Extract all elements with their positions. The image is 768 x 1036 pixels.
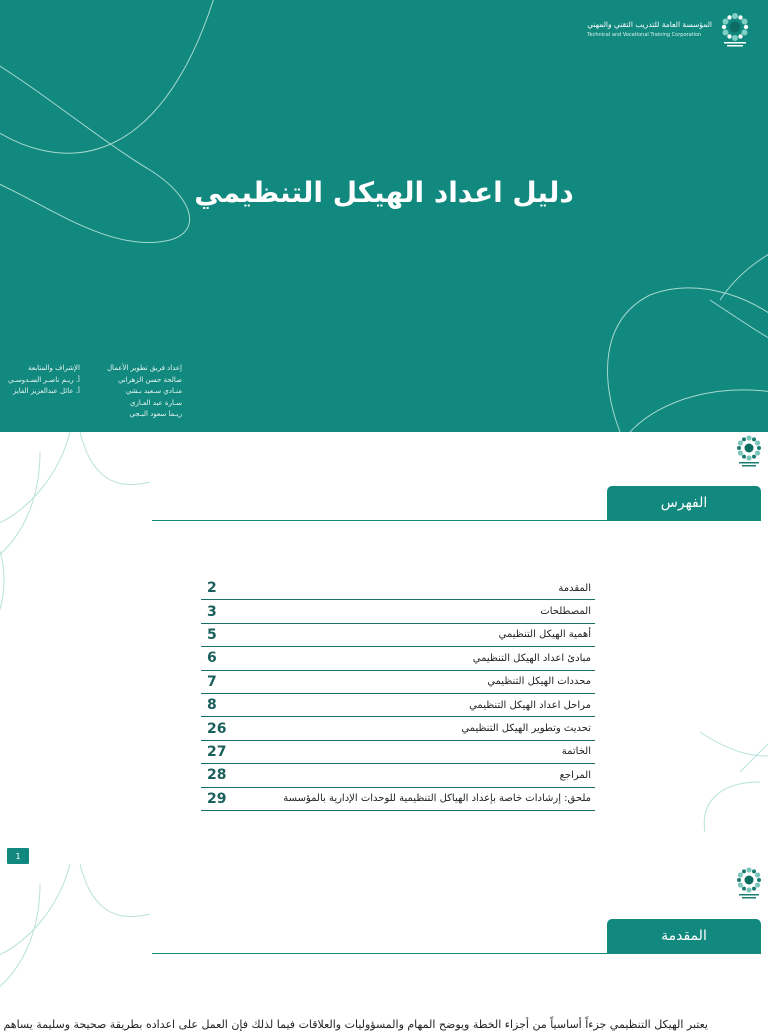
cover-page (0, 0, 768, 432)
prepared-by-name: صالحة حسن الزهراني (117, 375, 182, 384)
supervision-heading: الإشراف والمتابعة (28, 364, 80, 372)
toc-entry-title[interactable]: ملحق: إرشادات خاصة بإعداد الهياكل التنظيمية للوحدات الإدارية بالمؤسسة (257, 787, 595, 810)
toc-row[interactable] (201, 670, 595, 693)
toc-entry-title[interactable]: أهمية الهيكل التنظيمي (257, 623, 595, 646)
toc-row[interactable] (201, 647, 595, 670)
toc-entry-title[interactable]: مراحل اعداد الهيكل التنظيمي (257, 693, 595, 716)
toc-entry-title[interactable]: محددات الهيكل التنظيمي (257, 670, 595, 693)
toc-row[interactable] (201, 717, 595, 740)
section-heading-toc: الفهرس (607, 486, 761, 520)
toc-entry-page[interactable]: 2 (201, 577, 257, 600)
toc-page (0, 432, 768, 864)
toc-row[interactable] (201, 623, 595, 646)
toc-row[interactable] (201, 577, 595, 600)
prepared-by-heading: إعداد فريق تطوير الأعمال (106, 364, 182, 372)
toc-entry-title[interactable]: الخاتمة (257, 740, 595, 763)
toc-entry-page[interactable]: 6 (201, 647, 257, 670)
tvtc-logo-icon (718, 11, 752, 49)
toc-row[interactable] (201, 600, 595, 623)
table-of-contents (201, 577, 595, 811)
toc-entry-page[interactable]: 27 (201, 740, 257, 763)
toc-entry-page[interactable]: 3 (201, 600, 257, 623)
toc-entry-title[interactable]: المصطلحات (257, 600, 595, 623)
toc-row[interactable] (201, 740, 595, 763)
toc-entry-title[interactable]: مبادئ اعداد الهيكل التنظيمي (257, 647, 595, 670)
org-name-english: Technical and Vocational Training Corporation (587, 32, 702, 38)
intro-page (0, 864, 768, 1031)
toc-entry-title[interactable]: المقدمة (257, 577, 595, 600)
section-divider (152, 520, 761, 521)
page-number-badge: 1 (7, 848, 29, 864)
toc-entry-page[interactable]: 5 (201, 623, 257, 646)
supervision-name: أ. عائل عبدالعزيز الفايز (12, 387, 80, 395)
toc-entry-page[interactable]: 8 (201, 693, 257, 716)
tvtc-logo-icon (734, 434, 764, 468)
toc-row[interactable] (201, 787, 595, 810)
section-divider (152, 953, 761, 954)
toc-entry-page[interactable]: 29 (201, 787, 257, 810)
toc-entry-title[interactable]: المراجع (257, 764, 595, 787)
toc-entry-page[interactable]: 28 (201, 764, 257, 787)
toc-entry-title[interactable]: تحديث وتطوير الهيكل التنظيمي (257, 717, 595, 740)
section-heading-introduction: المقدمة (607, 919, 761, 953)
tvtc-logo (582, 8, 752, 52)
supervision-block (5, 363, 80, 398)
prepared-by-block (92, 363, 182, 421)
toc-row[interactable] (201, 764, 595, 787)
prepared-by-name: سـارة عبد العـازي (129, 398, 182, 407)
prepared-by-name: منـادي سـعيد بـشي (125, 387, 182, 395)
introduction-paragraph: يعتبر الهيكل التنظيمي جزءاً أساسياً من أجزاء الخطة ويوضح المهام والمسؤوليات والعلاقات فيما لذلك فإن العمل على اعداده بطريقة صحيحة وسليمة يساهم (3, 1018, 708, 1031)
document-title: دليل اعداد الهيكل التنظيمي (194, 176, 574, 209)
prepared-by-name: ريـما سعود البـجي (129, 410, 182, 418)
toc-row[interactable] (201, 693, 595, 716)
toc-entry-page[interactable]: 7 (201, 670, 257, 693)
toc-entry-page[interactable]: 26 (201, 717, 257, 740)
supervision-name: أ. ريـم ناصـر السـدوسـي (8, 375, 80, 384)
org-name-arabic: المؤسسة العامة للتدريب التقني والمهني (587, 20, 712, 29)
tvtc-logo-icon (734, 866, 764, 900)
